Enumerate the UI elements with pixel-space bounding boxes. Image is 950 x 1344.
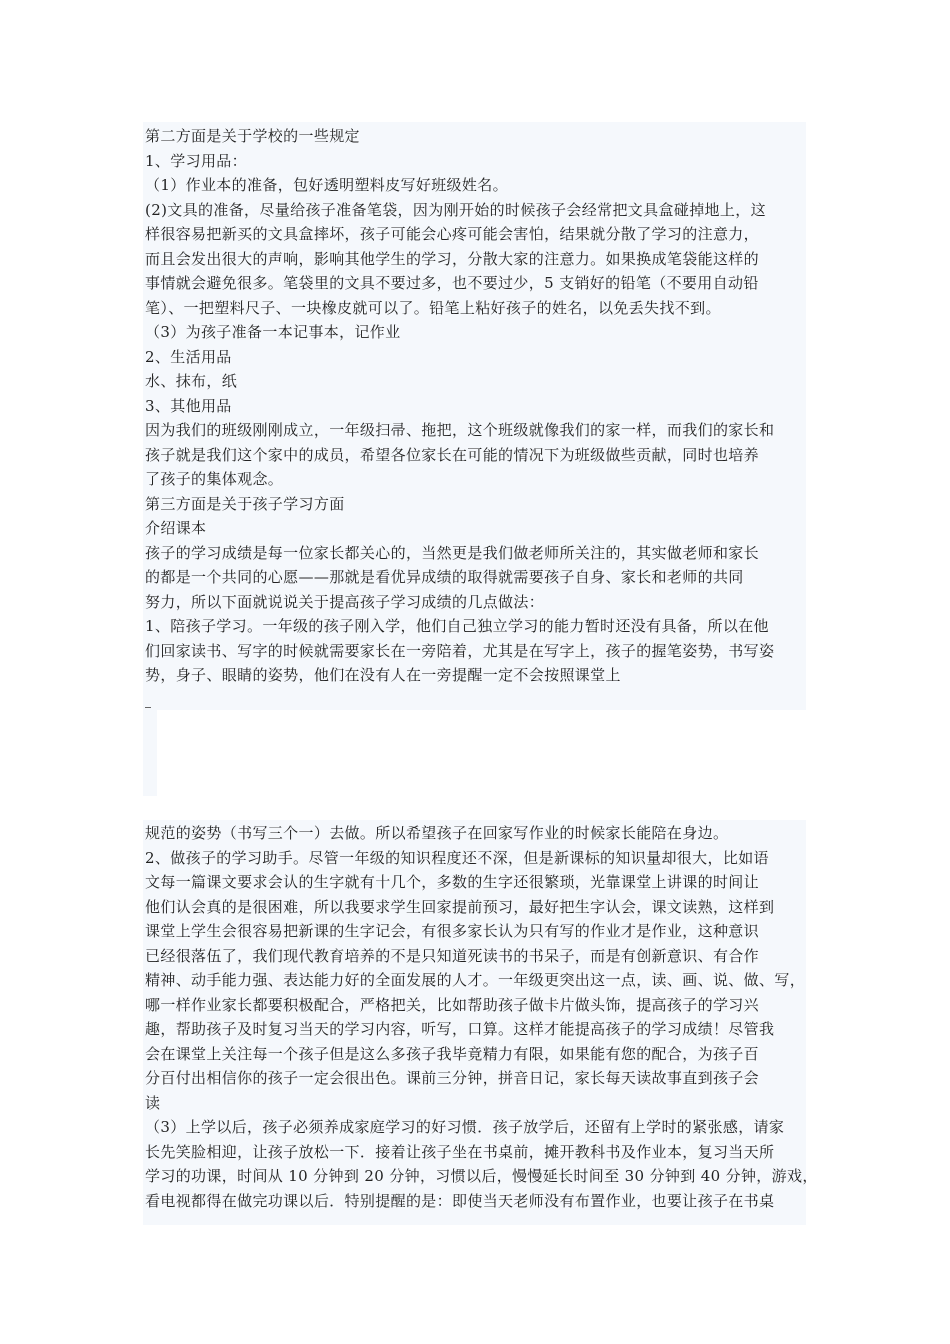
text-line: 2、做孩子的学习助手。尽管一年级的知识程度还不深，但是新课标的知识量却很大，比如语 — [145, 848, 769, 867]
text-line: 水、抹布，纸 — [145, 372, 238, 390]
text-line: 2、生活用品 — [145, 347, 232, 366]
text-line: （3）上学以后，孩子必须养成家庭学习的好习惯．孩子放学后，还留有上学时的紧张感，请家 — [145, 1118, 785, 1136]
text-line: 孩子的学习成绩是每一位家长都关心的，当然更是我们做老师所关注的，其实做老师和家长 — [145, 543, 760, 562]
text-line: 文每一篇课文要求会认的生字就有十几个，多数的生字还很繁琐，光靠课堂上讲课的时间让 — [145, 873, 760, 891]
document-text-top — [145, 124, 809, 688]
text-line: 读 — [145, 1093, 161, 1112]
text-line: 因为我们的班级刚刚成立，一年级扫帚、拖把，这个班级就像我们的家一样，而我们的家长和 — [145, 421, 775, 439]
text-line: 1、学习用品： — [145, 151, 247, 170]
text-line: （1）作业本的准备，包好透明塑料皮写好班级姓名。 — [145, 176, 508, 194]
text-line: 介绍课本 — [145, 519, 207, 537]
text-line: 课堂上学生会很容易把新课的生字记会，有很多家长认为只有写的作业才是作业，这种意识 — [145, 922, 760, 940]
text-line: 了孩子的集体观念。 — [145, 470, 284, 488]
text-line: 孩子就是我们这个家中的成员，希望各位家长在可能的情况下为班级做些贡献，同时也培养 — [145, 445, 760, 464]
text-line: 哪一样作业家长都要积极配合，严格把关，比如帮助孩子做卡片做头饰，提高孩子的学习兴 — [145, 995, 760, 1014]
section-heading: 第三方面是关于孩子学习方面 — [145, 494, 345, 513]
text-line: 事情就会避免很多。笔袋里的文具不要过多，也不要过少，5 支销好的铅笔（不要用自动铅 — [145, 274, 759, 292]
text-line: 分百付出相信你的孩子一定会很出色。课前三分钟，拼音日记，家长每天读故事直到孩子会 — [145, 1069, 760, 1087]
text-line: 规范的姿势（书写三个一）去做。所以希望孩子在回家写作业的时候家长能陪在身边。 — [145, 824, 729, 842]
text-line: 势，身子、眼睛的姿势，他们在没有人在一旁提醒一定不会按照课堂上 — [145, 666, 621, 684]
text-line: 努力，所以下面就说说关于提高孩子学习成绩的几点做法： — [145, 592, 545, 611]
page-break-mark — [145, 707, 151, 708]
text-line: 们回家读书、写字的时候就需要家长在一旁陪着，尤其是在写字上，孩子的握笔姿势，书写姿 — [145, 641, 775, 660]
page-break-bar — [143, 710, 157, 796]
text-line: 3、其他用品 — [145, 396, 232, 415]
text-line: (2)文具的准备，尽量给孩子准备笔袋，因为刚开始的时候孩子会经常把文具盒碰掉地上，这 — [145, 200, 766, 219]
section-heading: 第二方面是关于学校的一些规定 — [145, 127, 360, 145]
text-line: 长先笑脸相迎，让孩子放松一下．接着让孩子坐在书桌前，摊开教科书及作业本，复习当天所 — [145, 1142, 775, 1161]
text-line: （3）为孩子准备一本记事本，记作业 — [145, 323, 401, 341]
text-line: 看电视都得在做完功课以后．特别提醒的是：即使当天老师没有布置作业，也要让孩子在书桌 — [145, 1191, 775, 1210]
text-line: 已经很落伍了，我们现代教育培养的不是只知道死读书的书呆子，而是有创新意识、有合作 — [145, 946, 760, 965]
text-line: 而且会发出很大的声响，影响其他学生的学习，分散大家的注意力。如果换成笔袋能这样的 — [145, 249, 760, 268]
text-line: 的都是一个共同的心愿——那就是看优异成绩的取得就需要孩子自身、家长和老师的共同 — [145, 568, 744, 586]
text-line: 精神、动手能力强、表达能力好的全面发展的人才。一年级更突出这一点，读、画、说、做、写， — [145, 971, 806, 989]
text-line: 笔）、一把塑料尺子、一块橡皮就可以了。铅笔上粘好孩子的姓名，以免丢失找不到。 — [145, 298, 721, 317]
text-line: 学习的功课，时间从 10 分钟到 20 分钟，习惯以后，慢慢延长时间至 30 分钟到 40 分钟，游戏， — [145, 1167, 818, 1185]
text-line: 趣，帮助孩子及时复习当天的学习内容，听写，口算。这样才能提高孩子的学习成绩！尽管我 — [145, 1020, 775, 1038]
text-line: 样很容易把新买的文具盒摔坏，孩子可能会心疼可能会害怕，结果就分散了学习的注意力， — [145, 225, 760, 243]
text-line: 1、陪孩子学习。一年级的孩子刚入学，他们自己独立学习的能力暂时还没有具备，所以在他 — [145, 617, 769, 635]
text-line: 他们认会真的是很困难，所以我要求学生回家提前预习，最好把生字认会，课文读熟，这样到 — [145, 897, 775, 916]
document-text-bottom — [145, 821, 818, 1213]
text-line: 会在课堂上关注每一个孩子但是这么多孩子我毕竟精力有限，如果能有您的配合，为孩子百 — [145, 1044, 760, 1063]
